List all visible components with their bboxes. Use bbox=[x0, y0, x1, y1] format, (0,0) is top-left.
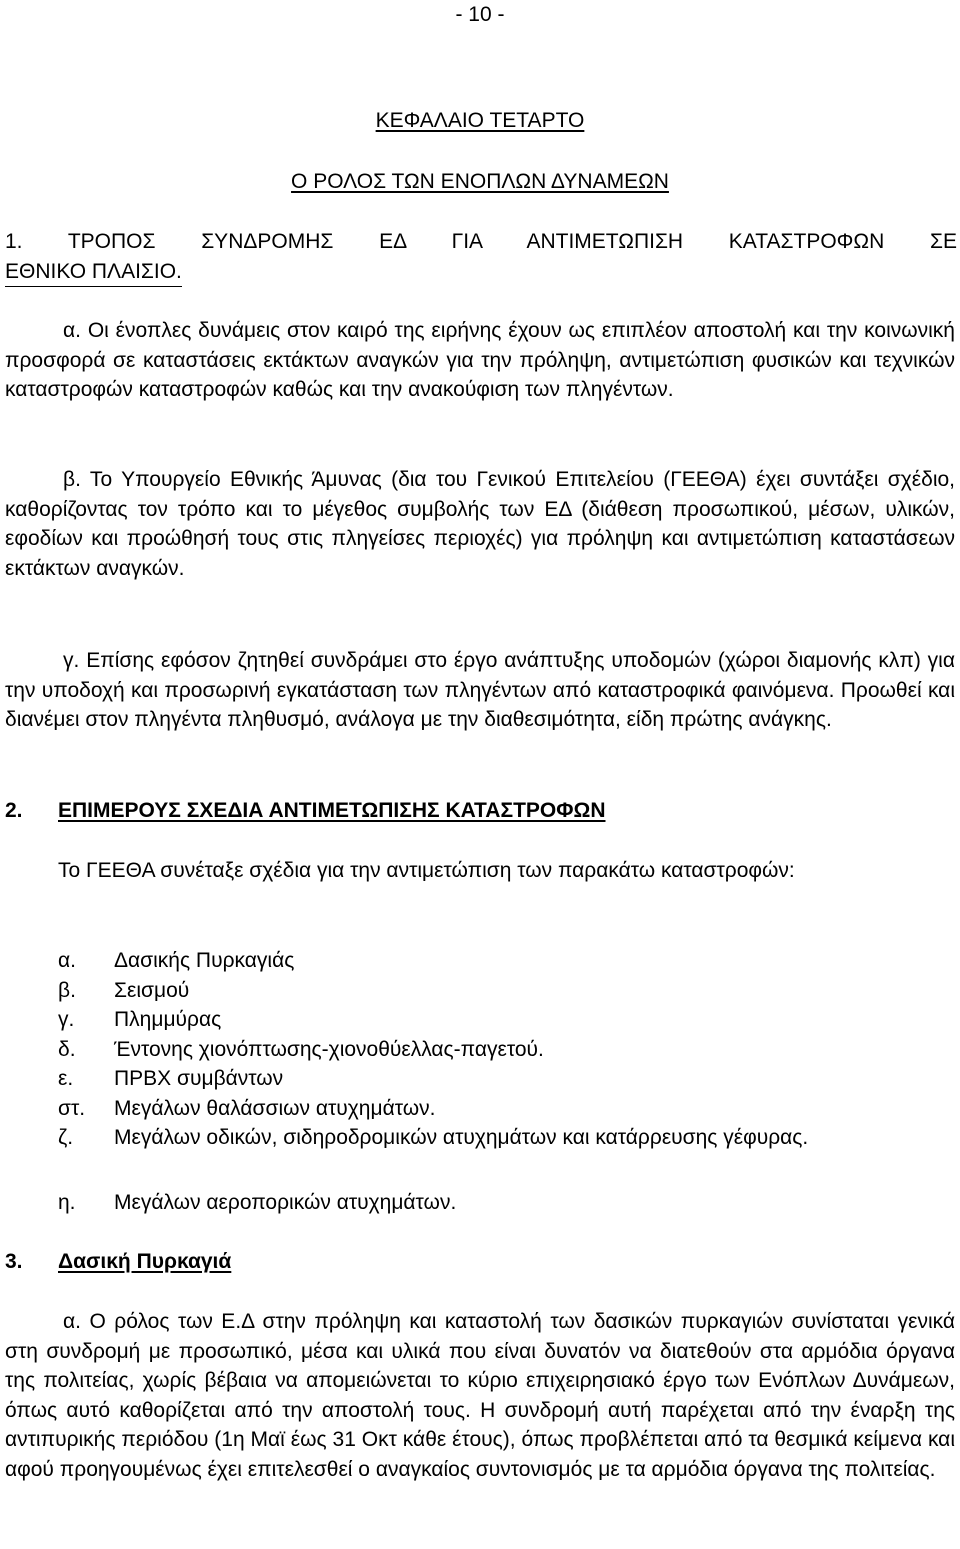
list-item-text: Δασικής Πυρκαγιάς bbox=[114, 949, 295, 972]
list-item-text: Πλημμύρας bbox=[114, 1008, 222, 1031]
list-item bbox=[58, 1035, 958, 1065]
paragraph-marker: α. bbox=[63, 319, 81, 342]
list-item bbox=[58, 1005, 958, 1035]
section1-heading-line1: 1. ΤΡΟΠΟΣ ΣΥΝΔΡΟΜΗΣ ΕΔ ΓΙΑ ΑΝΤΙΜΕΤΩΠΙΣΗ ΚΑΤΑΣΤΡΟΦΩΝ ΣΕ bbox=[5, 230, 957, 253]
list-item bbox=[58, 1094, 958, 1124]
list-item-marker: γ. bbox=[58, 1008, 75, 1031]
section1-heading-line2: ΕΘΝΙΚΟ ΠΛΑΙΣΙΟ. bbox=[5, 258, 182, 287]
list-item-text: Έντονης χιονόπτωσης-χιονοθύελλας-παγετού. bbox=[114, 1037, 544, 1061]
paragraph-text: Οι ένοπλες δυνάμεις στον καιρό της ειρήνης έχουν ως επιπλέον αποστολή και την κοινωνική προσφορά σε καταστάσεις εκτάκτων αναγκών για την πρόληψη, αντιμετώπιση φυσικών και τεχνικών καταστροφών καταστροφών καθώς και την ανακούφιση των πληγέντων. bbox=[5, 319, 955, 401]
list-item bbox=[58, 976, 958, 1006]
chapter-subtitle bbox=[0, 167, 960, 197]
section3-heading bbox=[5, 1247, 231, 1277]
list-item-marker: στ. bbox=[58, 1096, 86, 1120]
section2-intro-text: Το ΓΕΕΘΑ συνέταξε σχέδια για την αντιμετώπιση των παρακάτω καταστροφών: bbox=[58, 859, 795, 882]
list-item bbox=[58, 946, 958, 976]
section1-paragraph-c bbox=[5, 646, 955, 735]
section2-list bbox=[58, 946, 958, 1123]
section3-number: 3. bbox=[5, 1250, 23, 1273]
list-item-marker: β. bbox=[58, 978, 76, 1002]
list-item-marker: δ. bbox=[58, 1037, 76, 1061]
paragraph-marker: α. bbox=[63, 1310, 81, 1333]
page-number: - 10 - bbox=[455, 3, 505, 26]
section1-paragraph-a bbox=[5, 316, 955, 405]
section2-title: ΕΠΙΜΕΡΟΥΣ ΣΧΕΔΙΑ ΑΝΤΙΜΕΤΩΠΙΣΗΣ ΚΑΤΑΣΤΡΟΦΩΝ bbox=[58, 799, 606, 822]
chapter-title-text: ΚΕΦΑΛΑΙΟ ΤΕΤΑΡΤΟ bbox=[375, 109, 585, 132]
paragraph-text: Το Υπουργείο Εθνικής Άμυνας (δια του Γενικού Επιτελείου (ΓΕΕΘΑ) έχει συντάξει σχέδιο, καθορίζοντας τον τρόπο και το μέγεθος συμβολής των ΕΔ (διάθεση προσωπικού, μέσων, υλικών, εφοδίων και προώθησή τους στις πληγείσες περιοχές) για πρόληψη και αντιμετώπιση καταστάσεων εκτάκτων αναγκών. bbox=[5, 468, 955, 580]
list-item-marker: ε. bbox=[58, 1067, 74, 1090]
list-item-marker: η. bbox=[58, 1191, 76, 1214]
section1-heading bbox=[5, 227, 960, 287]
chapter-subtitle-text: Ο ΡΟΛΟΣ ΤΩΝ ΕΝΟΠΛΩΝ ΔΥΝΑΜΕΩΝ bbox=[291, 170, 669, 193]
section2-list-item-h bbox=[58, 1188, 958, 1218]
list-item-text: Μεγάλων θαλάσσιων ατυχημάτων. bbox=[114, 1096, 436, 1120]
paragraph-text: Ο ρόλος των Ε.Δ στην πρόληψη και καταστολή των δασικών πυρκαγιών συνίσταται γενικά στη συνδρομή με προσωπικό, μέσα και υλικά που είναι δυνατόν να διατεθούν στα αρμόδια όργανα της πολιτείας, χωρίς βέβαια να απομειώνεται το κύριο επιχειρησιακό έργο των Ενόπλων Δυνάμεων, όπως αυτό καθορίζεται από την αποστολή τους. Η συνδρομή αυτή παρέχεται από την έναρξη της αντιπυρικής περιόδου (1η Μαϊ έως 31 Οκτ κάθε έτους), όπως προβλέπεται από τα θεσμικά κείμενα και αφού προηγουμένως έχει επιτελεσθεί ο αναγκαίος συντονισμός με τα αρμόδια όργανα της πολιτείας. bbox=[5, 1310, 955, 1481]
section2-list-item-z bbox=[5, 1123, 958, 1153]
list-item bbox=[58, 1064, 958, 1094]
list-item-text: Μεγάλων οδικών, σιδηροδρομικών ατυχημάτων και κατάρρευσης γέφυρας. bbox=[114, 1126, 809, 1149]
list-item-text: ΠΡΒΧ συμβάντων bbox=[114, 1067, 284, 1090]
section2-number: 2. bbox=[5, 799, 23, 822]
paragraph-marker: γ. bbox=[63, 649, 80, 672]
chapter-title bbox=[0, 106, 960, 136]
paragraph-text: Επίσης εφόσον ζητηθεί συνδράμει στο έργο ανάπτυξης υποδομών (χώροι διαμονής κλπ) για την υποδοχή και προσωρινή εγκατάσταση των πληγέντων από καταστροφικά φαινόμενα. Προωθεί και διανέμει στον πληγέντα πληθυσμό, ανάλογα με την διαθεσιμότητα, είδη πρώτης ανάγκης. bbox=[5, 649, 955, 731]
list-item-marker: ζ. bbox=[58, 1126, 74, 1149]
list-item-text: Σεισμού bbox=[114, 978, 190, 1002]
section2-intro bbox=[5, 856, 955, 886]
list-item-text: Μεγάλων αεροπορικών ατυχημάτων. bbox=[114, 1191, 457, 1214]
section2-heading bbox=[5, 796, 606, 826]
section3-title: Δασική Πυρκαγιά bbox=[58, 1250, 232, 1273]
list-item bbox=[58, 1188, 958, 1218]
section3-paragraph-a bbox=[5, 1307, 955, 1484]
paragraph-marker: β. bbox=[63, 468, 81, 491]
section1-paragraph-b bbox=[5, 465, 955, 583]
list-item-marker: α. bbox=[58, 949, 76, 972]
